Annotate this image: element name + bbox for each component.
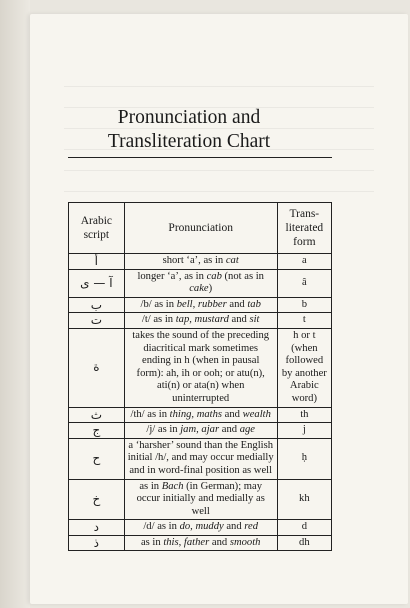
arabic-letter: خ (69, 479, 125, 520)
header-arabic-script: Arabic script (69, 203, 125, 254)
pronunciation-text: and (222, 408, 243, 420)
table-row (69, 297, 332, 313)
table-row (69, 328, 332, 407)
pronunciation-text: /b/ as in (140, 298, 177, 310)
table-row (69, 479, 332, 520)
pronunciation-text: and (209, 536, 230, 548)
pronunciation-cell (124, 520, 277, 536)
pronunciation-text: and (226, 298, 248, 310)
arabic-letter: أ (69, 254, 125, 270)
pronunciation-cell (124, 269, 277, 297)
pronunciation-cell (124, 535, 277, 551)
pronunciation-cell (124, 438, 277, 479)
pronunciation-text: as in (140, 536, 164, 548)
pronunciation-text: /j/ as in (146, 424, 181, 436)
transliteration-cell: kh (277, 479, 331, 520)
pronunciation-cell (124, 328, 277, 407)
header-pronunciation: Pronunciation (124, 203, 277, 254)
arabic-letter: ة (69, 328, 125, 407)
pronunciation-text: (not as in (221, 270, 264, 282)
transliteration-cell: b (277, 297, 331, 313)
table-row (69, 535, 332, 551)
pronunciation-text: a ‘harsher’ sound than the English initial /h/, and may occur medially and in word-final position as well (127, 439, 274, 476)
transliteration-cell: th (277, 407, 331, 423)
pronunciation-text: longer ‘a’, as in (137, 270, 207, 282)
pronunciation-cell (124, 407, 277, 423)
example-word: do, muddy (179, 521, 224, 533)
example-word: tab (247, 298, 261, 310)
example-word: tap, mustard (175, 314, 229, 326)
table-row (69, 313, 332, 329)
arabic-letter: د (69, 520, 125, 536)
transliteration-cell: j (277, 423, 331, 439)
title-divider (68, 157, 332, 158)
arabic-letter: ث (69, 407, 125, 423)
example-word: jam, ajar (180, 424, 220, 436)
pronunciation-text: /t/ as in (141, 314, 176, 326)
example-word: wealth (242, 408, 271, 420)
transliteration-cell: t (277, 313, 331, 329)
transliteration-cell: d (277, 520, 331, 536)
example-word: cake (189, 283, 209, 295)
arabic-letter: آ — ى (69, 269, 125, 297)
table-row (69, 423, 332, 439)
pronunciation-cell (124, 479, 277, 520)
table-row (69, 438, 332, 479)
example-word: age (239, 424, 255, 436)
transliteration-cell: h or t (when followed by another Arabic word) (277, 328, 331, 407)
pronunciation-text: ) (208, 283, 213, 295)
example-word: this, father (163, 536, 210, 548)
example-word: cab (206, 270, 222, 282)
pronunciation-text: and (223, 521, 245, 533)
transliteration-cell: â (277, 269, 331, 297)
pronunciation-text: /th/ as in (130, 408, 170, 420)
transliteration-table (68, 202, 332, 551)
pronunciation-cell (124, 297, 277, 313)
pronunciation-text: as in (139, 480, 162, 492)
pronunciation-text: takes the sound of the preceding diacritical mark sometimes ending in h (when in pausal form): ah, ih or ooh; or atu(n), ati(n) or ata(n) when uninterrupted (132, 329, 270, 404)
title-line-2: Transliteration Chart (107, 131, 271, 152)
pronunciation-cell (124, 423, 277, 439)
pronunciation-cell (124, 254, 277, 270)
example-word: cat (225, 255, 239, 266)
pronunciation-text: and (228, 314, 250, 326)
header-transliterated-form: Trans-literated form (277, 203, 331, 254)
pronunciation-cell (124, 313, 277, 329)
table-row (69, 254, 332, 270)
example-word: red (244, 521, 259, 533)
transliteration-cell: dh (277, 535, 331, 551)
example-word: bell, rubber (176, 298, 227, 310)
table-row (69, 407, 332, 423)
page-gutter (0, 0, 30, 608)
table-row (69, 269, 332, 297)
pronunciation-text: short ‘a’, as in (162, 255, 226, 266)
example-word: thing, maths (169, 408, 223, 420)
title-line-1: Pronunciation and (117, 107, 261, 128)
table-header-row (69, 203, 332, 254)
pronunciation-text: and (219, 424, 240, 436)
arabic-letter: ت (69, 313, 125, 329)
pronunciation-text: /d/ as in (143, 521, 180, 533)
transliteration-cell: a (277, 254, 331, 270)
page-title (30, 106, 348, 154)
arabic-letter: ح (69, 438, 125, 479)
transliteration-cell: ḥ (277, 438, 331, 479)
arabic-letter: ج (69, 423, 125, 439)
example-word: Bach (161, 480, 184, 492)
arabic-letter: ب (69, 297, 125, 313)
example-word: smooth (229, 536, 261, 548)
pronunciation-text: (in German); may occur initially and medially as well (136, 480, 265, 517)
table-row (69, 520, 332, 536)
arabic-letter: ذ (69, 535, 125, 551)
table-body (69, 254, 332, 551)
example-word: sit (249, 314, 260, 326)
